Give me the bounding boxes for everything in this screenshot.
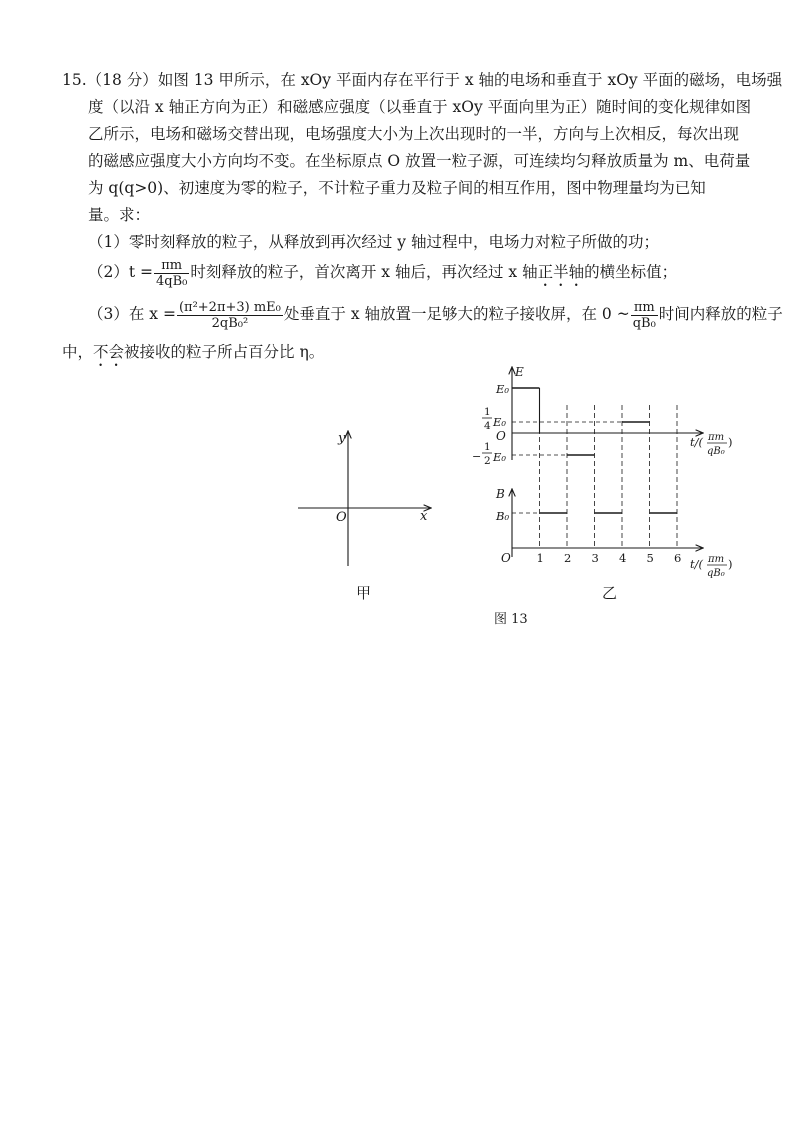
b-axis-label: B: [496, 487, 505, 501]
b-t-axis-num: πm: [708, 554, 725, 565]
problem-number: 15.: [62, 71, 87, 89]
figure-jia: [290, 420, 440, 580]
caption-jia: 甲: [356, 584, 372, 602]
e-axis-label: E: [515, 365, 524, 379]
question-3-line-2: [62, 342, 324, 370]
figure-13-caption: 图 13: [494, 612, 528, 627]
x-tick-2: 2: [564, 551, 572, 565]
intro-line-5: 为 q(q>0)、初速度为零的粒子，不计粒子重力及粒子间的相互作用，图中物理量均为已知: [88, 179, 706, 197]
jia-origin: O: [336, 510, 347, 525]
q2-frac-num: πm: [154, 258, 189, 274]
q2-prefix: （2）t =: [88, 263, 154, 281]
question-1: （1）零时刻释放的粒子，从释放到再次经过 y 轴过程中，电场力对粒子所做的功；: [88, 233, 659, 251]
jia-x-label: x: [420, 509, 428, 524]
e-t-axis-den: qB₀: [707, 446, 725, 457]
intro-line-2: 度（以沿 x 轴正方向为正）和磁感应强度（以垂直于 xOy 平面向里为正）随时间的变化规律如图: [88, 98, 752, 116]
question-3: [88, 297, 783, 331]
figure-yi: [470, 360, 750, 585]
intro-line-1: 如图 13 甲所示，在 xOy 平面内存在平行于 x 轴的电场和垂直于 xOy 平面的磁场，电场强: [157, 71, 783, 89]
e-tick-quarter-num: 1: [484, 406, 491, 418]
q2-mid: 时刻释放的粒子，首次离开 x 轴后，再次经过 x 轴: [190, 263, 538, 281]
x-tick-6: 6: [674, 551, 682, 565]
problem-points: （18 分）: [86, 71, 158, 89]
q3-suffix: 时间内释放的粒子: [658, 305, 783, 323]
q3-mid: 处垂直于 x 轴放置一足够大的粒子接收屏，在 0 ~: [283, 305, 630, 323]
e-tick-half-num: 1: [484, 441, 491, 453]
e-series: [512, 388, 650, 455]
x-tick-1: 1: [536, 551, 544, 565]
q2-suffix: 的横坐标值；: [584, 263, 678, 281]
q3-line2-pre: 中，: [62, 343, 94, 361]
e-tick-half-neg: −: [472, 450, 482, 463]
e-t-axis-prefix: t/(: [690, 435, 703, 449]
e-tick-half-suffix: E₀: [493, 450, 507, 464]
q3-frac-num: (π²+2π+3) mE₀: [178, 299, 281, 315]
e-t-axis-suffix: ): [728, 435, 733, 449]
b-t-axis-prefix: t/(: [690, 557, 703, 571]
question-2: [88, 256, 677, 290]
q3-frac-den: 2qB₀²: [211, 315, 249, 331]
b-origin: O: [501, 551, 511, 565]
b-t-axis-suffix: ): [728, 557, 733, 571]
q3-line2-post: 被接收的粒子所占百分比 η。: [124, 343, 325, 361]
intro-line-3: 乙所示，电场和磁场交替出现，电场强度大小为上次出现时的一半，方向与上次相反，每次出现: [88, 125, 740, 143]
x-tick-labels: [537, 405, 682, 565]
problem-line-1: [62, 70, 782, 90]
q3-frac2-den: qB₀: [632, 315, 656, 331]
q3-position-fraction: [177, 300, 283, 331]
q3-line2-emphasis: 不会: [93, 343, 125, 361]
q2-frac-den: 4qB₀: [156, 273, 188, 289]
q3-time-fraction: [631, 300, 658, 331]
caption-yi: 乙: [602, 584, 618, 602]
e-tick-quarter-suffix: E₀: [493, 415, 507, 429]
q3-prefix: （3）在 x =: [88, 305, 176, 323]
e-graph: [472, 365, 733, 467]
x-tick-5: 5: [646, 551, 654, 565]
q2-emphasis: 正半轴: [537, 263, 585, 281]
b-tick-b0: B₀: [496, 509, 510, 523]
x-tick-3: 3: [591, 551, 599, 565]
e-t-axis-num: πm: [708, 432, 725, 443]
q2-time-fraction: [154, 258, 189, 289]
e-tick-quarter-den: 4: [484, 420, 491, 432]
e-origin: O: [496, 429, 506, 443]
x-tick-4: 4: [619, 551, 627, 565]
intro-line-4: 的磁感应强度大小方向均不变。在坐标原点 O 放置一粒子源，可连续均匀释放质量为 m、电荷量: [88, 152, 751, 170]
intro-line-6: 量。求：: [88, 206, 151, 224]
q3-frac2-num: πm: [631, 300, 658, 316]
jia-y-label: y: [338, 431, 346, 446]
e-tick-half-den: 2: [484, 455, 491, 467]
e-tick-e0: E₀: [496, 382, 510, 396]
b-graph: [495, 405, 733, 579]
b-t-axis-den: qB₀: [707, 568, 725, 579]
